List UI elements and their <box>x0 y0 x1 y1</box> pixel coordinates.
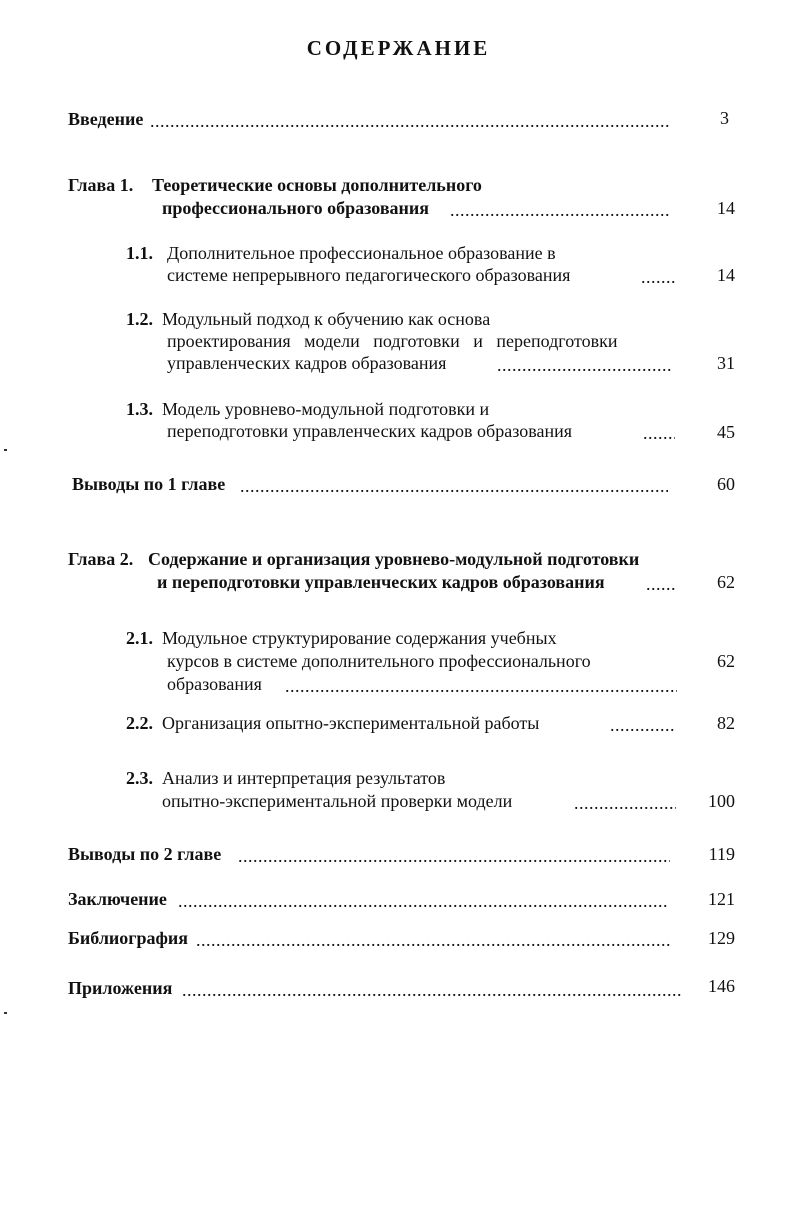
toc-chapter2-line1: Содержание и организация уровнево-модульной подготовки <box>148 549 640 569</box>
toc-s1-2-line3: управленческих кадров образования <box>167 353 447 373</box>
toc-leader-dots <box>182 979 682 1001</box>
toc-leader-dots <box>641 266 677 288</box>
toc-s1-3-line1: Модель уровнево-модульной подготовки и <box>162 399 490 419</box>
toc-conclusions2-label: Выводы по 2 главе <box>68 844 222 864</box>
toc-chapter1-page: 14 <box>717 198 735 218</box>
toc-appendices-page: 146 <box>708 976 735 996</box>
toc-conclusions1-label: Выводы по 1 главе <box>72 474 226 494</box>
toc-s2-1-line1: Модульное структурирование содержания учебных <box>162 628 557 648</box>
toc-s2-3-number: 2.3. <box>126 768 153 788</box>
toc-s2-2-number: 2.2. <box>126 713 153 733</box>
toc-bibliography-page: 129 <box>708 928 735 948</box>
toc-leader-dots <box>574 792 676 814</box>
toc-conclusion-page: 121 <box>708 889 735 909</box>
toc-leader-dots <box>150 110 670 132</box>
toc-leader-dots <box>178 890 668 912</box>
toc-leader-dots <box>238 845 670 867</box>
toc-leader-dots <box>196 929 670 951</box>
toc-leader-dots <box>497 354 673 376</box>
toc-s2-1-page: 62 <box>717 651 735 671</box>
toc-s1-1-number: 1.1. <box>126 243 153 263</box>
scan-speck <box>4 1012 7 1014</box>
toc-leader-dots <box>610 714 676 736</box>
toc-leader-dots <box>643 422 675 444</box>
toc-conclusion-label: Заключение <box>68 889 167 909</box>
scan-speck <box>4 449 7 451</box>
toc-s2-1-line2: курсов в системе дополнительного профессионального <box>167 651 591 671</box>
toc-s1-1-line2: системе непрерывного педагогического образования <box>167 265 571 285</box>
toc-s1-2-line2: проектирования модели подготовки и переподготовки <box>167 331 618 351</box>
toc-bibliography-label: Библиография <box>68 928 189 948</box>
toc-s1-2-page: 31 <box>717 353 735 373</box>
toc-s2-2-line1: Организация опытно-экспериментальной работы <box>162 713 540 733</box>
toc-leader-dots <box>240 475 668 497</box>
toc-s1-3-number: 1.3. <box>126 399 153 419</box>
toc-s2-3-line1: Анализ и интерпретация результатов <box>162 768 446 788</box>
toc-leader-dots <box>450 199 670 221</box>
toc-intro-label: Введение <box>68 109 144 129</box>
toc-chapter2-prefix: Глава 2. <box>68 549 134 569</box>
toc-s2-3-page: 100 <box>708 791 735 811</box>
toc-chapter1-prefix: Глава 1. <box>68 175 134 195</box>
toc-leader-dots <box>285 675 677 697</box>
toc-s2-2-page: 82 <box>717 713 735 733</box>
toc-conclusions1-page: 60 <box>717 474 735 494</box>
toc-appendices-label: Приложения <box>68 978 173 998</box>
toc-s2-1-number: 2.1. <box>126 628 153 648</box>
toc-chapter2-page: 62 <box>717 572 735 592</box>
toc-chapter1-line1: Теоретические основы дополнительного <box>152 175 482 195</box>
page-title: СОДЕРЖАНИЕ <box>306 36 491 60</box>
toc-s1-2-line1: Модульный подход к обучению как основа <box>162 309 491 329</box>
toc-s2-3-line2: опытно-экспериментальной проверки модели <box>162 791 513 811</box>
toc-s1-3-line2: переподготовки управленческих кадров образования <box>167 421 572 441</box>
toc-conclusions2-page: 119 <box>708 844 735 864</box>
toc-s1-1-line1: Дополнительное профессиональное образование в <box>167 243 556 263</box>
toc-s1-1-page: 14 <box>717 265 735 285</box>
toc-chapter2-line2: и переподготовки управленческих кадров образования <box>157 572 605 592</box>
toc-intro-page: 3 <box>720 108 729 128</box>
toc-s2-1-line3: образования <box>167 674 262 694</box>
toc-leader-dots <box>646 573 676 595</box>
toc-chapter1-line2: профессионального образования <box>162 198 430 218</box>
toc-s1-3-page: 45 <box>717 422 735 442</box>
toc-s1-2-number: 1.2. <box>126 309 153 329</box>
